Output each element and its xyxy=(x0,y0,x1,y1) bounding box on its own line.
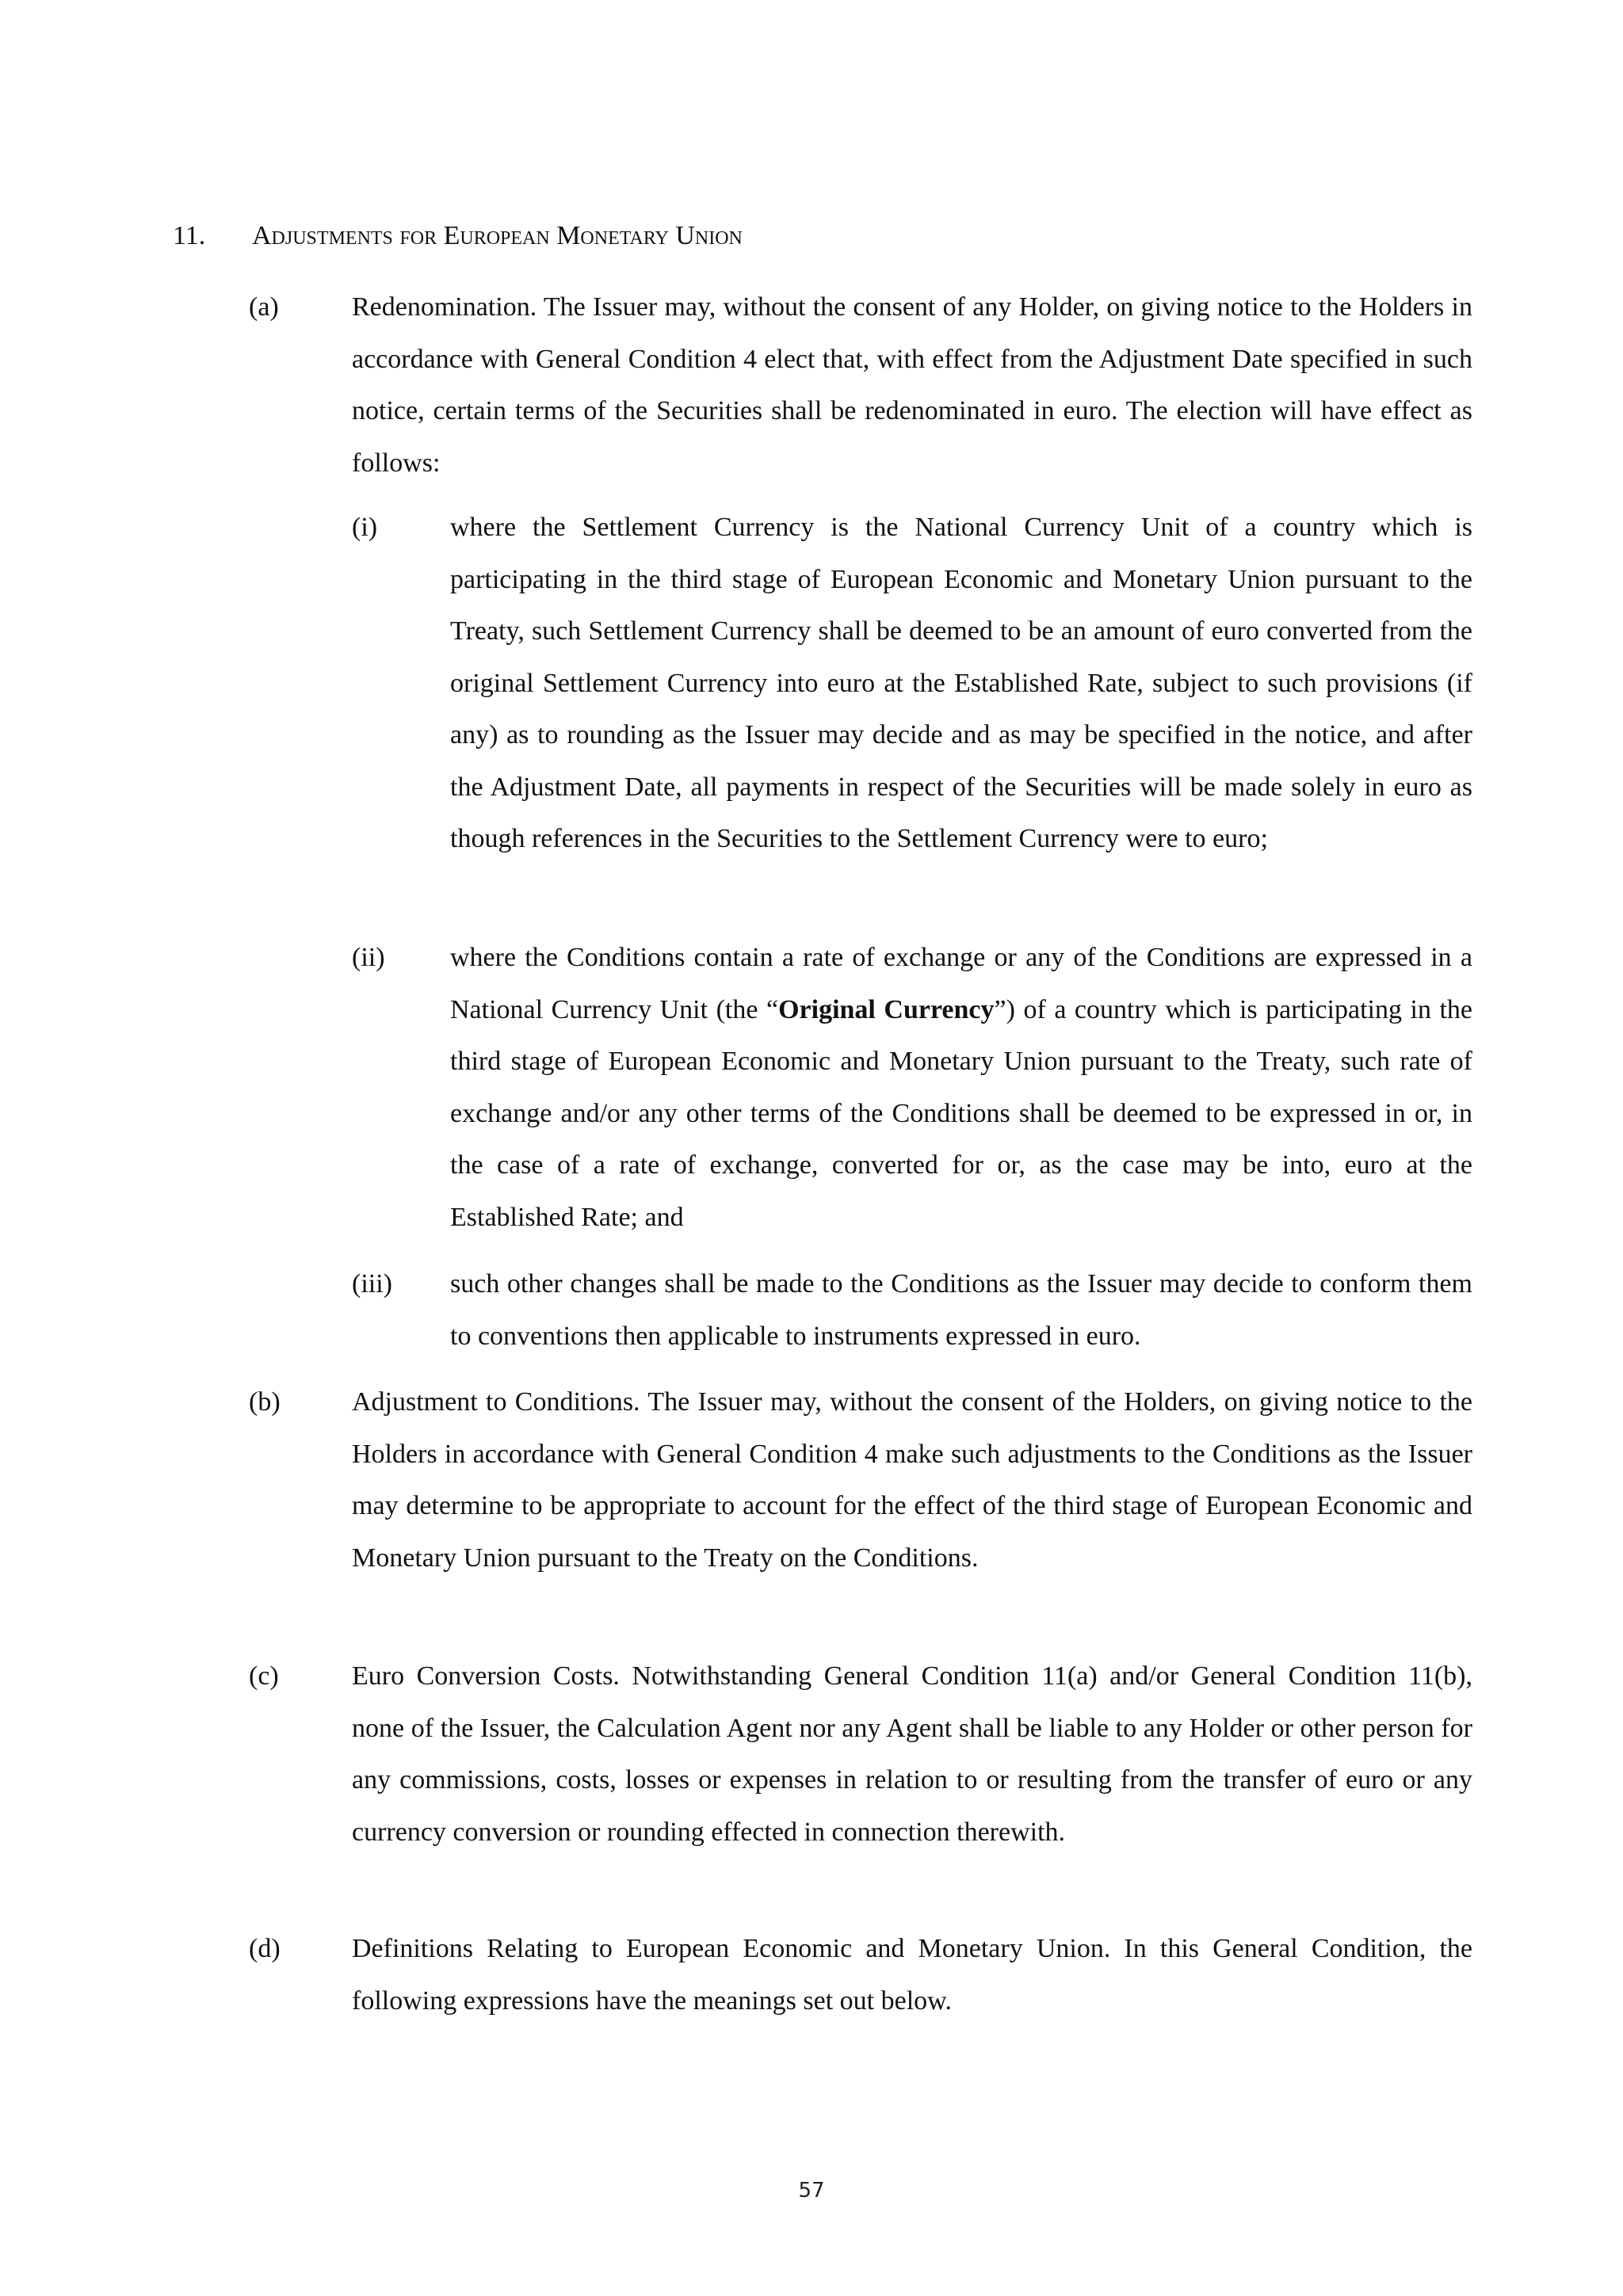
clause-label-b: (b) xyxy=(249,1387,281,1417)
subclause-text-i: where the Settlement Currency is the National Currency Unit of a country which is participating in the third stage of European Economic and Monetary Union pursuant to the Treaty, such Settlement Currency shall be deemed to be an amount of euro converted from the original Settlement Currency into euro at the Established Rate, subject to such provisions (if any) as to rounding as the Issuer may decide and as may be specified in the notice, and after the Adjustment Date, all payments in respect of the Securities will be made solely in euro as though references in the Securities to the Settlement Currency were to euro; xyxy=(450,513,1472,853)
clause-text-b: Adjustment to Conditions. The Issuer may, without the consent of the Holders, on giving notice to the Holders in accordance with General Condition 4 make such adjustments to the Conditions as the Issuer may determine to be appropriate to account for the effect of the third stage of European Economic and Monetary Union pursuant to the Treaty on the Conditions. xyxy=(352,1387,1472,1573)
clause-label-a: (a) xyxy=(249,292,279,322)
clause-label-c: (c) xyxy=(249,1661,279,1691)
clause-label-d: (d) xyxy=(249,1934,281,1963)
subclause-text-ii-before: where the Conditions contain a rate of exchange or any of the Conditions are expressed in a National Currency Unit (the “ xyxy=(450,943,1472,1024)
page-number: 57 xyxy=(798,2179,825,2203)
section-number: 11. xyxy=(173,221,206,250)
clause-text-d: Definitions Relating to European Economic and Monetary Union. In this General Condition, the following expressions have the meanings set out below. xyxy=(352,1934,1472,2016)
clause-text-c: Euro Conversion Costs. Notwithstanding General Condition 11(a) and/or General Condition 11(b), none of the Issuer, the Calculation Agent nor any Agent shall be liable to any Holder or other person for any commissions, costs, losses or expenses in relation to or resulting from the transfer of euro or any currency conversion or rounding effected in connection therewith. xyxy=(352,1661,1472,1847)
subclause-label-ii: (ii) xyxy=(352,943,385,972)
defined-term-original-currency: Original Currency xyxy=(778,994,995,1024)
section-title: Adjustments for European Monetary Union xyxy=(252,221,743,250)
section-heading xyxy=(173,217,743,255)
subclause-label-i: (i) xyxy=(352,513,378,542)
subclause-text-ii-after: ”) of a country which is participating in the third stage of European Economic and Monetary Union pursuant to the Treaty, such rate of exchange and/or any other terms of the Conditions shall be deemed to be expressed in or, in the case of a rate of exchange, converted for or, as the case may be into, euro at the Established Rate; and xyxy=(450,994,1473,1232)
subclause-label-iii: (iii) xyxy=(352,1269,392,1299)
clause-text-a: Redenomination. The Issuer may, without the consent of any Holder, on giving notice to the Holders in accordance with General Condition 4 elect that, with effect from the Adjustment Date specified in such notice, certain terms of the Securities shall be redenominated in euro. The election will have effect as follows: xyxy=(352,292,1472,478)
subclause-text-ii xyxy=(450,932,1472,1243)
subclause-text-iii: such other changes shall be made to the Conditions as the Issuer may decide to conform them to conventions then applicable to instruments expressed in euro. xyxy=(450,1269,1472,1351)
